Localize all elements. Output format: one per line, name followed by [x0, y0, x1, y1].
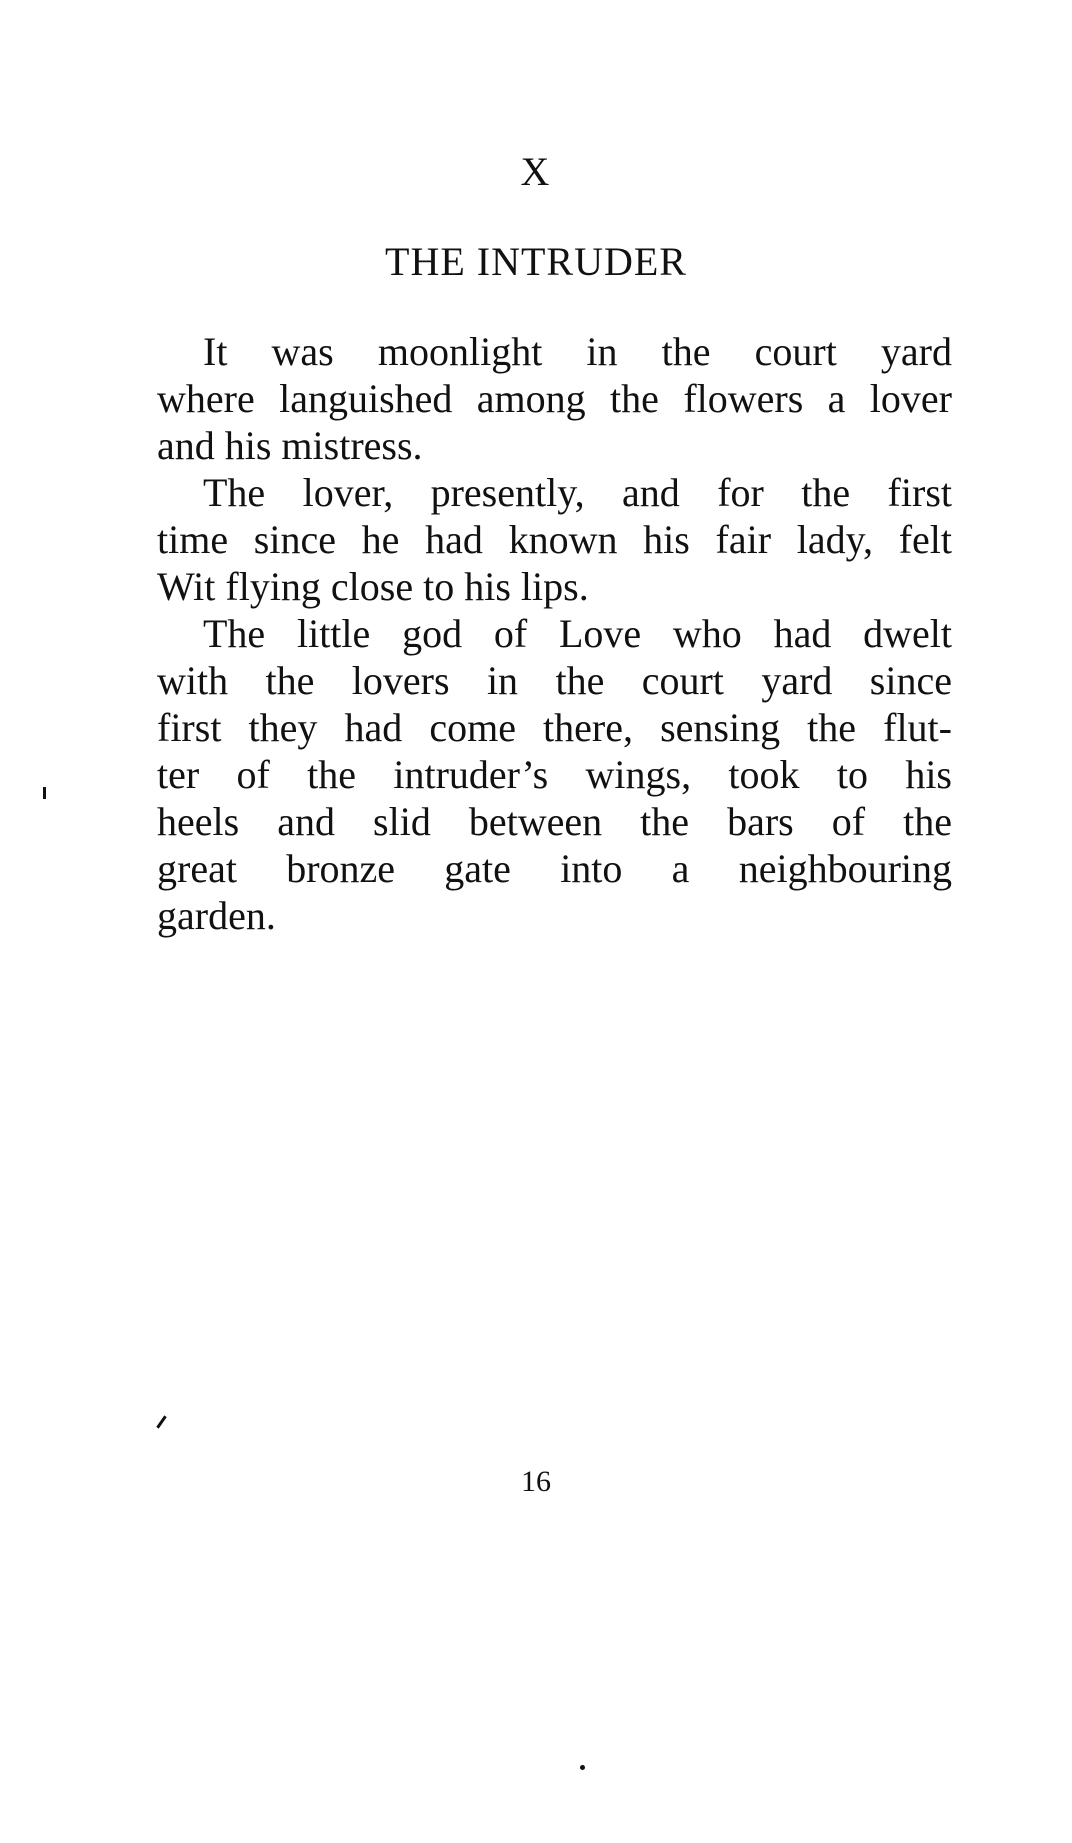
page-number: 16 — [521, 1465, 551, 1498]
scan-speck — [156, 1415, 166, 1428]
text-line: and his mistress. — [157, 423, 423, 468]
chapter-title: THE INTRUDER — [385, 239, 687, 284]
text-line: time since he had known his fair lady, felt — [157, 517, 952, 562]
paragraph-3 — [157, 610, 952, 939]
text-line: first they had come there, sensing the flut- — [157, 705, 952, 750]
text-line: Wit flying close to his lips. — [157, 564, 589, 609]
paragraph-2 — [157, 469, 952, 610]
text-line: with the lovers in the court yard since — [157, 658, 952, 703]
chapter-body — [157, 328, 952, 939]
text-line: where languished among the flowers a lover — [157, 376, 952, 421]
scan-speck — [580, 1765, 585, 1770]
text-line: It was moonlight in the court yard — [203, 329, 952, 374]
scan-speck — [43, 787, 46, 799]
text-line: garden. — [157, 893, 276, 938]
paragraph-1 — [157, 328, 952, 469]
text-line: The little god of Love who had dwelt — [203, 611, 952, 656]
text-line: heels and slid between the bars of the — [157, 799, 952, 844]
text-line: ter of the intruder’s wings, took to his — [157, 752, 952, 797]
text-line: great bronze gate into a neighbouring — [157, 846, 952, 891]
chapter-number: X — [520, 149, 552, 194]
text-line: The lover, presently, and for the first — [203, 470, 952, 515]
